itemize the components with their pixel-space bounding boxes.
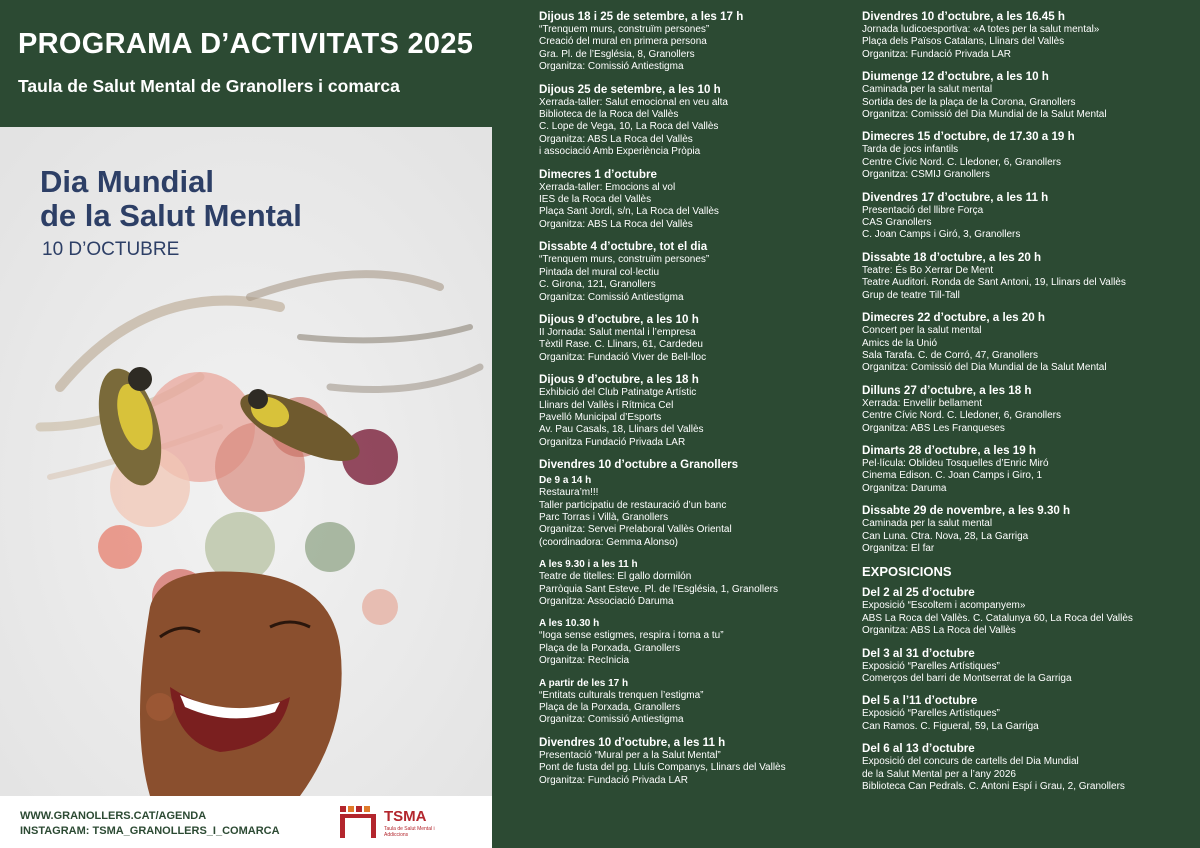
event-detail-line: Organitza: ABS La Roca del Vallès: [862, 625, 1016, 637]
event-detail-line: Presentació del llibre Força: [862, 204, 984, 216]
event-detail-line: Organitza: Associació Daruma: [539, 596, 674, 607]
event-detail-line: Restaura’m!!!: [539, 487, 599, 499]
event-detail-line: Biblioteca Can Pedrals. C. Antoni Espí i Grau, 2, Granollers: [862, 781, 1125, 793]
event-detail-line: Centre Cívic Nord. C. Lledoner, 6, Granollers: [862, 156, 1061, 168]
event-detail-line: (coordinadora: Gemma Alonso): [539, 536, 678, 548]
event-date-heading: Diumenge 12 d’octubre, a les 10 h: [862, 70, 1049, 84]
event-detail-line: Organitza: Comissió del Dia Mundial de la Salut Mental: [862, 109, 1107, 121]
event-detail-line: Xerrada-taller: Salut emocional en veu alta: [539, 96, 728, 108]
event-detail-line: Pel·lícula: Oblideu Tosquelles d’Enric Miró: [862, 457, 1049, 469]
event-detail-line: de la Salut Mental per a l’any 2026: [862, 768, 1016, 780]
event-detail-line: Taller participatiu de restauració d’un banc: [539, 499, 727, 511]
event-item: [862, 647, 1192, 686]
event-item: [862, 694, 1192, 733]
event-detail-line: Exposició “Escoltem i acompanyem»: [862, 600, 1026, 612]
event-detail-line: Organitza Fundació Privada LAR: [539, 436, 686, 448]
event-detail-line: Plaça Sant Jordi, s/n, La Roca del Vallès: [539, 206, 719, 218]
event-item: [539, 240, 849, 304]
event-item: [539, 458, 849, 549]
poster-title-line2: de la Salut Mental: [40, 198, 302, 233]
event-detail-line: Organitza: ABS La Roca del Vallès: [539, 218, 693, 230]
event-detail-line: Organitza: Fundació Viver de Bell-lloc: [539, 351, 707, 363]
event-detail-line: Organitza: Comissió Antiestigma: [539, 291, 684, 303]
event-item: [862, 10, 1192, 61]
event-item: [862, 742, 1192, 793]
event-date-heading: Dimecres 22 d’octubre, a les 20 h: [862, 311, 1046, 325]
event-detail-line: Organitza: Fundació Privada LAR: [862, 48, 1011, 60]
event-detail-line: Plaça de la Porxada, Granollers: [539, 702, 681, 714]
event-item: [862, 586, 1192, 637]
event-detail-line: Parròquia Sant Esteve. Pl. de l’Església, 1, Granollers: [539, 583, 779, 595]
event-date-heading: Del 3 al 31 d’octubre: [862, 646, 975, 660]
event-detail-line: Exposició “Parelles Artístiques”: [862, 660, 1000, 672]
exhibitions-title: EXPOSICIONS: [862, 564, 952, 580]
event-date-heading: Del 2 al 25 d’octubre: [862, 586, 975, 600]
event-detail-line: Organitza: RecInicia: [539, 655, 630, 667]
event-detail-line: “Trenquem murs, construïm persones”: [539, 254, 710, 266]
event-time-subheading: De 9 a 14 h: [539, 475, 592, 487]
event-detail-line: Exhibició del Club Patinatge Artístic: [539, 387, 697, 399]
event-item: [539, 313, 849, 364]
page-subtitle: Taula de Salut Mental de Granollers i comarca: [18, 76, 400, 96]
event-item: [539, 168, 849, 232]
event-item: [539, 736, 849, 787]
footer: [0, 796, 492, 848]
event-detail-line: CAS Granollers: [862, 217, 932, 229]
instagram-link[interactable]: INSTAGRAM: TSMA_GRANOLLERS_I_COMARCA: [20, 825, 280, 837]
event-detail-line: Xerrada-taller: Emocions al vol: [539, 181, 676, 193]
event-detail-line: Organitza: El far: [862, 542, 935, 554]
event-detail-line: Teatre de titelles: El gallo dormilón: [539, 571, 692, 583]
event-date-heading: Dijous 18 i 25 de setembre, a les 17 h: [539, 10, 744, 23]
event-date-heading: Dilluns 27 d’octubre, a les 18 h: [862, 383, 1032, 397]
event-time-subheading: A les 9.30 i a les 11 h: [539, 559, 638, 571]
event-detail-line: Organitza: Comissió Antiestigma: [539, 61, 684, 73]
event-date-heading: Divendres 17 d’octubre, a les 11 h: [862, 190, 1049, 204]
activities-column-2: [862, 10, 1192, 802]
event-detail-line: Biblioteca de la Roca del Vallès: [539, 109, 679, 121]
event-detail-line: Av. Pau Casals, 18, Llinars del Vallès: [539, 424, 704, 436]
tsma-logo-icon: [338, 802, 380, 842]
event-detail-line: IES de la Roca del Vallès: [539, 194, 652, 206]
event-detail-line: Pont de fusta del pg. Lluís Companys, Llinars del Vallès: [539, 762, 786, 774]
event-item: [539, 373, 849, 449]
event-detail-line: ABS La Roca del Vallès. C. Catalunya 60, La Roca del Vallès: [862, 612, 1133, 624]
event-date-heading: Divendres 10 d’octubre a Granollers: [539, 458, 739, 472]
event-detail-line: C. Girona, 121, Granollers: [539, 279, 656, 291]
event-detail-line: Sala Tarafa. C. de Corró, 47, Granollers: [862, 349, 1039, 361]
page-title: PROGRAMA D’ACTIVITATS 2025: [18, 28, 474, 60]
event-date-heading: Dijous 25 de setembre, a les 10 h: [539, 82, 721, 96]
poster-title-line1: Dia Mundial: [40, 164, 214, 199]
header-panel: [0, 0, 492, 127]
event-detail-line: Can Luna. Ctra. Nova, 28, La Garriga: [862, 530, 1029, 542]
event-detail-line: “Trenquem murs, construïm persones”: [539, 24, 710, 35]
event-detail-line: Exposició “Parelles Artístiques”: [862, 708, 1000, 720]
event-detail-line: Cinema Edison. C. Joan Camps i Giro, 1: [862, 470, 1043, 482]
event-detail-line: Exposició del concurs de cartells del Dia Mundial: [862, 756, 1079, 768]
event-date-heading: Dissabte 4 d’octubre, tot el dia: [539, 240, 708, 254]
event-item: [862, 444, 1192, 495]
event-date-heading: Divendres 10 d’octubre, a les 11 h: [539, 735, 726, 749]
event-detail-line: Gra. Pl. de l’Església, 8, Granollers: [539, 48, 695, 60]
event-detail-line: Organitza: Servei Prelaboral Vallès Oriental: [539, 524, 732, 536]
event-detail-line: C. Joan Camps i Giró, 3, Granollers: [862, 229, 1021, 241]
event-detail-line: “Entitats culturals trenquen l’estigma”: [539, 689, 704, 701]
event-date-heading: Dissabte 18 d’octubre, a les 20 h: [862, 250, 1042, 264]
event-detail-line: Comerços del barri de Montserrat de la Garriga: [862, 673, 1072, 684]
event-detail-line: Centre Cívic Nord. C. Lledoner, 6, Granollers: [862, 410, 1061, 422]
event-item: [539, 617, 849, 667]
poster-image: [0, 127, 492, 796]
event-date-heading: Dijous 9 d’octubre, a les 10 h: [539, 312, 699, 326]
event-date-heading: Dimecres 15 d’octubre, de 17.30 a 19 h: [862, 130, 1075, 144]
event-detail-line: Caminada per la salut mental: [862, 84, 993, 96]
event-detail-line: Sortida des de la plaça de la Corona, Granollers: [862, 96, 1076, 108]
event-detail-line: Tèxtil Rase. C. Llinars, 61, Cardedeu: [539, 339, 703, 351]
activities-column-1: [539, 10, 849, 796]
event-detail-line: “Ioga sense estigmes, respira i torna a tu”: [539, 630, 724, 642]
event-detail-line: C. Lope de Vega, 10, La Roca del Vallès: [539, 121, 719, 133]
agenda-link[interactable]: WWW.GRANOLLERS.CAT/AGENDA: [20, 810, 207, 822]
event-detail-line: II Jornada: Salut mental i l’empresa: [539, 326, 696, 338]
event-detail-line: Creació del mural en primera persona: [539, 36, 707, 48]
event-detail-line: Organitza: Comissió Antiestigma: [539, 714, 684, 726]
event-date-heading: Del 6 al 13 d’octubre: [862, 742, 975, 756]
event-date-heading: Dimarts 28 d’octubre, a les 19 h: [862, 443, 1036, 457]
event-detail-line: Presentació “Mural per a la Salut Mental”: [539, 749, 721, 761]
logo-text: TSMA: [384, 808, 427, 825]
event-detail-line: Organitza: ABS Les Franqueses: [862, 422, 1005, 434]
event-detail-line: Jornada ludicoesportiva: «A totes per la salut mental»: [862, 24, 1100, 35]
event-item: [862, 311, 1192, 375]
event-date-heading: Del 5 a l’11 d’octubre: [862, 694, 978, 708]
event-item: [862, 191, 1192, 242]
event-item: [539, 10, 849, 74]
event-item: [862, 504, 1192, 555]
event-date-heading: Dissabte 29 de novembre, a les 9.30 h: [862, 504, 1071, 518]
event-detail-line: Plaça dels Països Catalans, Llinars del Vallès: [862, 36, 1065, 48]
event-detail-line: Organitza: Fundació Privada LAR: [539, 774, 688, 786]
event-item: [862, 70, 1192, 121]
event-item: [862, 251, 1192, 302]
event-detail-line: Organitza: Daruma: [862, 482, 947, 494]
event-item: [539, 83, 849, 159]
tsma-logo: [338, 802, 448, 842]
event-detail-line: Pintada del mural col·lectiu: [539, 266, 660, 278]
event-date-heading: Dimecres 1 d’octubre: [539, 167, 657, 181]
event-date-heading: Divendres 10 d’octubre, a les 16.45 h: [862, 10, 1065, 23]
event-detail-line: Teatre: És Bo Xerrar De Ment: [862, 264, 994, 276]
event-item: [539, 558, 849, 608]
event-detail-line: Xerrada: Envellir bellament: [862, 397, 983, 409]
poster-date: 10 D’OCTUBRE: [42, 239, 180, 260]
event-time-subheading: A les 10.30 h: [539, 618, 600, 630]
event-time-subheading: A partir de les 17 h: [539, 677, 629, 689]
event-date-heading: Dijous 9 d’octubre, a les 18 h: [539, 373, 699, 387]
event-detail-line: Parc Torras i Villà, Granollers: [539, 511, 669, 523]
event-detail-line: Organitza: CSMIJ Granollers: [862, 169, 990, 181]
event-detail-line: Teatre Auditori. Ronda de Sant Antoni, 19, Llinars del Vallès: [862, 277, 1126, 289]
event-detail-line: Pavelló Municipal d’Esports: [539, 411, 662, 423]
event-detail-line: Organitza: Comissió del Dia Mundial de la Salut Mental: [862, 362, 1107, 374]
poster-title: [40, 165, 302, 233]
event-detail-line: Organitza: ABS La Roca del Vallès: [539, 133, 693, 145]
event-item: [862, 130, 1192, 181]
event-detail-line: i associació Amb Experiència Pròpia: [539, 146, 701, 158]
event-detail-line: Grup de teatre Till-Tall: [862, 289, 960, 301]
event-detail-line: Caminada per la salut mental: [862, 518, 993, 530]
event-item: [539, 677, 849, 727]
logo-subtext: Taula de Salut Mental i Addiccions: [384, 826, 435, 838]
event-detail-line: Concert per la salut mental: [862, 325, 982, 337]
event-detail-line: Can Ramos. C. Figueral, 59, La Garriga: [862, 720, 1039, 732]
event-detail-line: Plaça de la Porxada, Granollers: [539, 642, 681, 654]
event-detail-line: Tarda de jocs infantils: [862, 144, 959, 156]
event-detail-line: Amics de la Unió: [862, 337, 938, 349]
event-item: [862, 384, 1192, 435]
event-detail-line: Llinars del Vallès i Rítmica Cel: [539, 399, 674, 411]
